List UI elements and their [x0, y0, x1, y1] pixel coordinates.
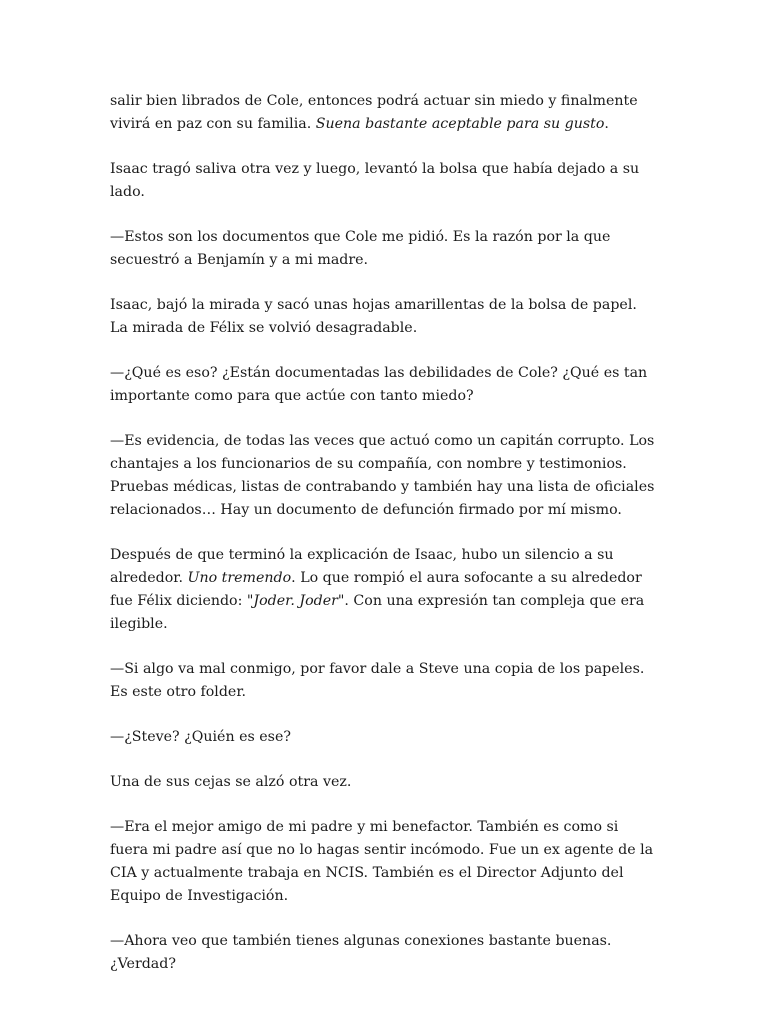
- text-run: Isaac, bajó la mirada y sacó unas hojas amarillentas de la bolsa de papel. La mirada de Félix se volvió desagradable.: [110, 297, 637, 336]
- paragraph: [110, 90, 658, 136]
- paragraph: [110, 430, 658, 522]
- text-run: . Con una expresión tan compleja que era ilegible.: [110, 593, 645, 632]
- paragraph: [110, 226, 658, 272]
- paragraph: [110, 771, 658, 794]
- text-run: —Ahora veo que también tienes algunas conexiones bastante buenas. ¿Verdad?: [110, 933, 612, 972]
- paragraph: [110, 930, 658, 976]
- text-run: salir bien librados de Cole, entonces podrá actuar sin miedo y finalmente vivirá en paz con su familia.: [110, 93, 638, 132]
- italic-text-run: Uno tremendo: [187, 570, 292, 586]
- text-run: —Es evidencia, de todas las veces que actuó como un capitán corrupto. Los chantajes a los funcionarios de su compañía, con nombre y testimonios. Pruebas médicas, listas de contrabando y también hay una lista de oficiales relacionados… Hay un documento de defunción firmado por mí mismo.: [110, 433, 655, 518]
- text-run: —Estos son los documentos que Cole me pidió. Es la razón por la que secuestró a Benjamín y a mi madre.: [110, 229, 611, 268]
- text-run: —Era el mejor amigo de mi padre y mi benefactor. También es como si fuera mi padre así que no lo hagas sentir incómodo. Fue un ex agente de la CIA y actualmente trabaja en NCIS. También es el Director Adjunto del Equipo de Investigación.: [110, 819, 654, 904]
- paragraph: [110, 294, 658, 340]
- text-run: Isaac tragó saliva otra vez y luego, levantó la bolsa que había dejado a su lado.: [110, 161, 640, 200]
- paragraph: [110, 816, 658, 908]
- paragraph: [110, 362, 658, 408]
- document-page: [110, 90, 658, 998]
- text-run: —¿Qué es eso? ¿Están documentadas las debilidades de Cole? ¿Qué es tan importante como para que actúe con tanto miedo?: [110, 365, 648, 404]
- paragraph: [110, 658, 658, 704]
- italic-text-run: Suena bastante aceptable para su gusto: [315, 116, 605, 132]
- text-run: . Lo que rompió el aura sofocante a su alrededor fue Félix diciendo:: [110, 570, 642, 609]
- text-run: Una de sus cejas se alzó otra vez.: [110, 774, 352, 790]
- italic-text-run: "Joder. Joder": [246, 593, 345, 609]
- text-run: Después de que terminó la explicación de Isaac, hubo un silencio a su alrededor.: [110, 547, 614, 586]
- text-run: —Si algo va mal conmigo, por favor dale a Steve una copia de los papeles. Es este otro folder.: [110, 661, 645, 700]
- text-run: .: [604, 116, 609, 132]
- text-run: —¿Steve? ¿Quién es ese?: [110, 729, 291, 745]
- paragraph: [110, 158, 658, 204]
- paragraph: [110, 544, 658, 636]
- paragraph: [110, 726, 658, 749]
